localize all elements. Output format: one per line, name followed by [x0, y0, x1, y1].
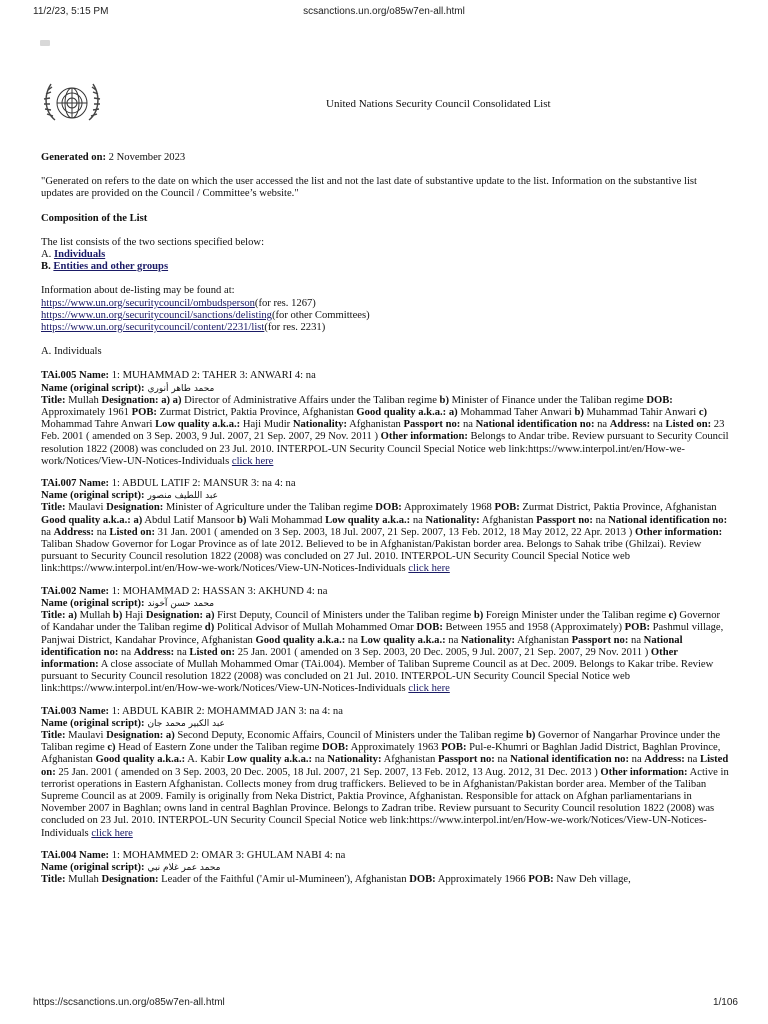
delisting-line [41, 310, 731, 322]
footer-page-number: 1/106 [712, 997, 738, 1008]
list-entry [41, 706, 731, 840]
delisting-link[interactable]: https://www.un.org/securitycouncil/sanctions/delisting [41, 309, 272, 321]
document-body [41, 70, 731, 896]
delisting-block [41, 285, 731, 334]
entry-id: TAi.007 Name: [41, 478, 110, 490]
generated-paragraph [41, 152, 731, 164]
entry-details: Title: Mullah Designation: Leader of the Faithful ('Amir ul-Mumineen'), Afghanistan DOB: Approximately 1966 POB: Naw Deh village, [41, 874, 631, 886]
generated-label: Generated on: [41, 152, 107, 163]
original-script-label: Name (original script): [41, 597, 145, 609]
section-a-line [41, 249, 731, 261]
section-a-link[interactable]: Individuals [53, 249, 106, 261]
list-entry [41, 370, 731, 468]
original-script-value: محمد عمر غلام نبي [144, 862, 221, 873]
list-title: United Nations Security Council Consolidated List [326, 98, 551, 110]
entry-original-script [41, 383, 731, 395]
entry-name: 1: MOHAMMED 2: OMAR 3: GHULAM NABI 4: na [109, 849, 346, 861]
section-b-link[interactable]: Entities and other groups [53, 261, 169, 273]
original-script-value: محمد طاهر أنوري [144, 383, 215, 394]
entry-id: TAi.004 Name: [41, 849, 110, 861]
entry-id: TAi.003 Name: [41, 705, 110, 717]
entry-name: 1: ABDUL KABIR 2: MOHAMMAD JAN 3: na 4: na [109, 705, 343, 717]
delisting-suffix: (for res. 1267) [254, 297, 316, 309]
entry-original-script [41, 490, 731, 502]
entry-id: TAi.005 Name: [41, 370, 110, 382]
click-here-link[interactable]: click here [408, 683, 450, 695]
original-script-label: Name (original script): [41, 490, 145, 502]
entry-original-script [41, 718, 731, 730]
composition-block [41, 237, 731, 274]
original-script-value: عبد الكبير محمد جان [144, 718, 225, 729]
footer-url: https://scsanctions.un.org/o85w7en-all.html [33, 997, 225, 1008]
entry-details: Title: Maulavi Designation: a) Second Deputy, Economic Affairs, Council of Ministers under the Taliban regime b) Governor of Nangarhar Province under the Taliban regime c) Head of Eastern Zone under the Taliban regime DOB: Approximately 1963 POB: Pul-e-Khumri or Baghlan Jadid District, Baghlan Province, Afghanistan Good quality a.k.a.: A. Kabir Low quality a.k.a.: na Nationality: Afghanistan Passport no: na National identification no: na Address: na Listed on: 25 Jan. 2001 ( amended on 3 Sep. 2003, 20 Dec. 2005, 18 Jul. 2007, 21 Sep. 2007, 13 Feb. 2012, 13 Aug. 2012, 31 Dec. 2013 ) Other information: Active in terrorist operations in Eastern Afghanistan. Collects money from drug traffickers. Believed to be in Afghanistan/Pakistan border area. Member of the Taliban Supreme Council as at 2009. Family is originally from Neka District, Paktia Province, Afghanistan. Responsible for attack on Afghan parliamentarians in November 2007 in Baghlan; owns land in central Baghlan Province. Belongs to Zadran tribe. Review pursuant to Security Council resolution 1822 (2008) was concluded on 23 Jul. 2010. INTERPOL-UN Security Council Special Notice web link:https://www.interpol.int/en/How-we-work/Notices/View-UN-Notices-Individuals [41, 729, 729, 839]
print-header [0, 0, 768, 18]
section-b-prefix: B. [41, 261, 54, 273]
click-here-link[interactable]: click here [408, 563, 450, 575]
section-a-heading: A. Individuals [41, 346, 102, 358]
entry-name: 1: MOHAMMAD 2: HASSAN 3: AKHUND 4: na [109, 585, 328, 597]
original-script-label: Name (original script): [41, 861, 145, 873]
list-entry [41, 478, 731, 576]
entry-details: Title: a) Mullah b) Haji Designation: a) First Deputy, Council of Ministers under the Taliban regime b) Foreign Minister under the Taliban regime c) Governor of Kandahar under the Taliban regime d) Political Advisor of Mullah Mohammed Omar DOB: Between 1955 and 1958 (Approximately) POB: Pashmul village, Panjwai District, Kandahar Province, Afghanistan Good quality a.k.a.: na Low quality a.k.a.: na Nationality: Afghanistan Passport no: na National identification no: na Address: na Listed on: 25 Jan. 2001 ( amended on 3 Sep. 2003, 20 Dec. 2005, 9 Jul. 2007, 21 Sep. 2007, 29 Nov. 2011 ) Other information: A close associate of Mullah Mohammed Omar (TAi.004). Member of Taliban Supreme Council as at Dec. 2009. Belongs to Kakar tribe. Review pursuant to Security Council resolution 1822 (2008) was concluded on 21 Jul. 2010. INTERPOL-UN Security Council Special Notice web link:https://www.interpol.int/en/How-we-work/Notices/View-UN-Notices-Individuals [41, 610, 724, 695]
delisting-line [41, 322, 731, 334]
composition-heading-text: Composition of the List [41, 212, 148, 224]
delisting-suffix: (for other Committees) [271, 309, 370, 321]
list-entry [41, 586, 731, 696]
print-url: scsanctions.un.org/o85w7en-all.html [303, 6, 465, 17]
entry-details: Title: Mullah Designation: a) a) Director of Administrative Affairs under the Taliban regime b) Minister of Finance under the Taliban regime DOB: Approximately 1961 POB: Zurmat District, Paktia Province, Afghanistan Good quality a.k.a.: a) Mohammad Taher Anwari b) Muhammad Tahir Anwari c) Mohammad Tahre Anwari Low quality a.k.a.: Haji Mudir Nationality: Afghanistan Passport no: na National identification no: na Address: na Listed on: 23 Feb. 2001 ( amended on 3 Sep. 2003, 9 Jul. 2007, 21 Sep. 2007, 29 Nov. 2011 ) Other information: Belongs to Andar tribe. Review pursuant to Security Council resolution 1822 (2008) was concluded on 23 Jul. 2010. INTERPOL-UN Security Council Special Notice web link:https://www.interpol.int/en/How-we-work/Notices/View-UN-Notices-Individuals [41, 394, 729, 467]
composition-heading [41, 213, 731, 225]
original-script-label: Name (original script): [41, 717, 145, 729]
un-emblem-icon [41, 74, 103, 140]
print-footer [0, 995, 768, 1013]
entry-details: Title: Maulavi Designation: Minister of Agriculture under the Taliban regime DOB: Approximately 1968 POB: Zurmat District, Paktia Province, Afghanistan Good quality a.k.a.: a) Abdul Latif Mansoor b) Wali Mohammad Low quality a.k.a.: na Nationality: Afghanistan Passport no: na National identification no: na Address: na Listed on: 31 Jan. 2001 ( amended on 3 Sep. 2003, 18 Jul. 2007, 21 Sep. 2007, 13 Feb. 2012, 18 May 2012, 22 Apr. 2013 ) Other information: Taliban Shadow Governor for Logar Province as of late 2012. Believed to be in Afghanistan/Pakistan border area. Belongs to Sahak tribe (Ghilzai). Review pursuant to Security Council resolution 1822 (2008) was concluded on 27 Jul. 2010. INTERPOL-UN Security Council Special Notice web link:https://www.interpol.int/en/How-we-work/Notices/View-UN-Notices-Individuals [41, 502, 728, 575]
generated-note: "Generated on refers to the date on which the user accessed the list and not the last date of substantive update to the list. Information on the substantive list updates are provided on the Council / Committee’s website." [41, 176, 697, 200]
composition-intro: The list consists of the two sections specified below: [41, 236, 265, 248]
entry-id: TAi.002 Name: [41, 585, 110, 597]
delisting-line [41, 298, 731, 310]
delisting-suffix: (for res. 2231) [264, 322, 326, 334]
entry-name: 1: ABDUL LATIF 2: MANSUR 3: na 4: na [109, 478, 296, 490]
delisting-intro: Information about de-listing may be found at: [41, 285, 235, 297]
section-b-line [41, 261, 731, 273]
print-datetime: 11/2/23, 5:15 PM [33, 6, 109, 17]
entry-original-script [41, 598, 731, 610]
entry-name: 1: MUHAMMAD 2: TAHER 3: ANWARI 4: na [109, 370, 316, 382]
document-header [41, 70, 731, 152]
delisting-link[interactable]: https://www.un.org/securitycouncil/ombudsperson [41, 297, 255, 309]
click-here-link[interactable]: click here [91, 827, 133, 839]
entry-original-script [41, 862, 731, 874]
generated-value: 2 November 2023 [106, 152, 186, 163]
delisting-link[interactable]: https://www.un.org/securitycouncil/content/2231/list [41, 322, 265, 334]
list-entry [41, 850, 731, 887]
original-script-value: محمد حسن آخوند [144, 598, 215, 609]
section-a-prefix: A. [41, 249, 54, 261]
original-script-value: عبد اللطيف منصور [144, 491, 218, 502]
click-here-link[interactable]: click here [231, 455, 274, 467]
original-script-label: Name (original script): [41, 382, 145, 394]
menu-icon[interactable] [40, 40, 50, 46]
